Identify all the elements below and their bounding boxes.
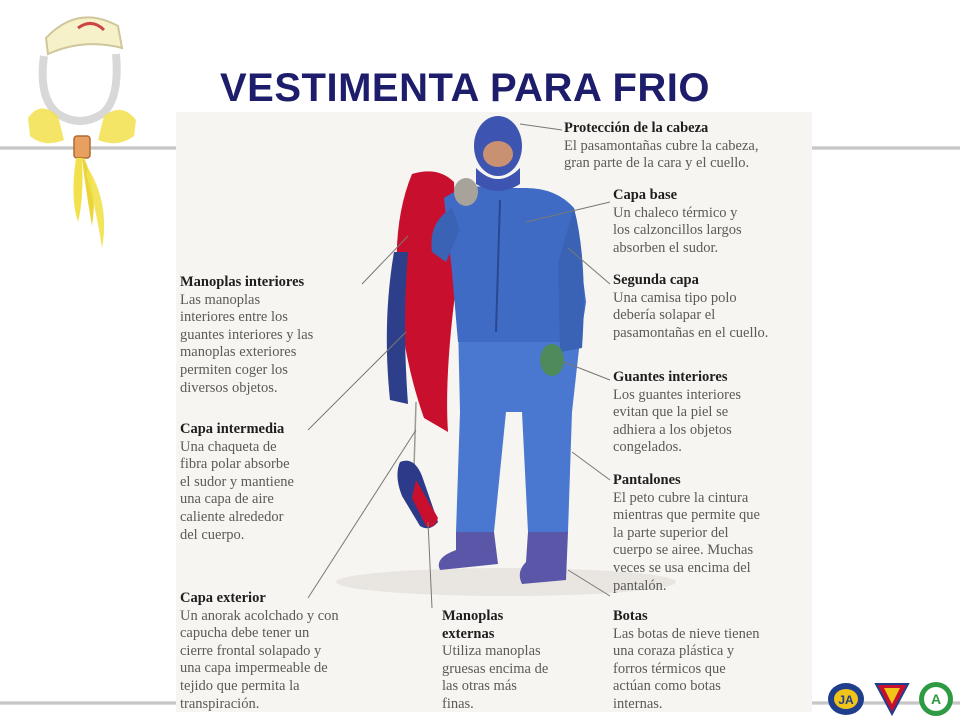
green-glove bbox=[540, 344, 564, 376]
label-text: El pasamontañas cubre la cabeza, gran parte de la cara y el cuello. bbox=[564, 137, 759, 172]
label-text: Una camisa tipo polo debería solapar el pasamontañas en el cuello. bbox=[613, 289, 769, 341]
label-text: Una chaqueta de fibra polar absorbe el sudor y mantiene una capa de aire caliente alrededor del cuerpo. bbox=[180, 438, 294, 543]
label-capa-base bbox=[613, 187, 742, 257]
badge-text: A bbox=[930, 691, 942, 707]
label-manoplas-interiores bbox=[180, 274, 313, 397]
label-title: Pantalones bbox=[613, 472, 681, 488]
club-badges bbox=[826, 680, 956, 718]
club-logo-icon bbox=[18, 8, 148, 258]
label-title: Botas bbox=[613, 608, 648, 624]
label-title: Capa exterior bbox=[180, 590, 266, 606]
label-title: Manoplas interiores bbox=[180, 274, 305, 290]
badge-text: JA bbox=[838, 693, 854, 707]
label-capa-intermedia bbox=[180, 421, 294, 544]
pathfinder-shield-icon bbox=[876, 684, 908, 714]
label-botas bbox=[613, 608, 760, 712]
right-boot bbox=[520, 532, 568, 584]
blue-trousers bbox=[456, 322, 582, 532]
label-pantalones bbox=[613, 472, 760, 595]
label-manoplas-externas bbox=[442, 608, 548, 712]
label-title: Capa intermedia bbox=[180, 421, 285, 437]
label-title: Segunda capa bbox=[613, 272, 699, 288]
slide-title: VESTIMENTA PARA FRIO bbox=[220, 66, 710, 110]
label-text: Un anorak acolchado y con capucha debe tener un cierre frontal solapado y una capa impermeable de tejido que permita la transpiración. bbox=[180, 607, 339, 712]
label-proteccion-cabeza bbox=[564, 120, 758, 173]
label-title: Manoplas externas bbox=[442, 608, 504, 642]
left-boot bbox=[439, 532, 498, 570]
label-text: Utiliza manoplas gruesas encima de las otras más finas. bbox=[442, 643, 549, 712]
label-text: Los guantes interiores evitan que la piel se adhiera a los objetos congelados. bbox=[613, 386, 742, 456]
label-text: El peto cubre la cintura mientras que permite que la parte superior del cuerpo se airee. Muchas veces se usa encima del pantalón. bbox=[613, 489, 760, 594]
label-segunda-capa bbox=[613, 272, 768, 342]
diagram-panel bbox=[176, 112, 812, 712]
label-text: Un chaleco térmico y los calzoncillos largos absorben el sudor. bbox=[613, 204, 742, 256]
label-title: Capa base bbox=[613, 187, 678, 203]
label-title: Protección de la cabeza bbox=[564, 120, 709, 136]
label-capa-exterior bbox=[180, 590, 339, 712]
label-title: Guantes interiores bbox=[613, 369, 728, 385]
label-text: Las botas de nieve tienen una coraza plástica y forros térmicos que actúan como botas internas. bbox=[613, 625, 760, 712]
label-text: Las manoplas interiores entre los guantes interiores y las manoplas exteriores permiten coger los diversos objetos. bbox=[180, 291, 314, 396]
aventurero-emblem-icon bbox=[919, 682, 953, 716]
label-guantes-interiores bbox=[613, 369, 741, 457]
ja-emblem-icon bbox=[828, 683, 864, 715]
